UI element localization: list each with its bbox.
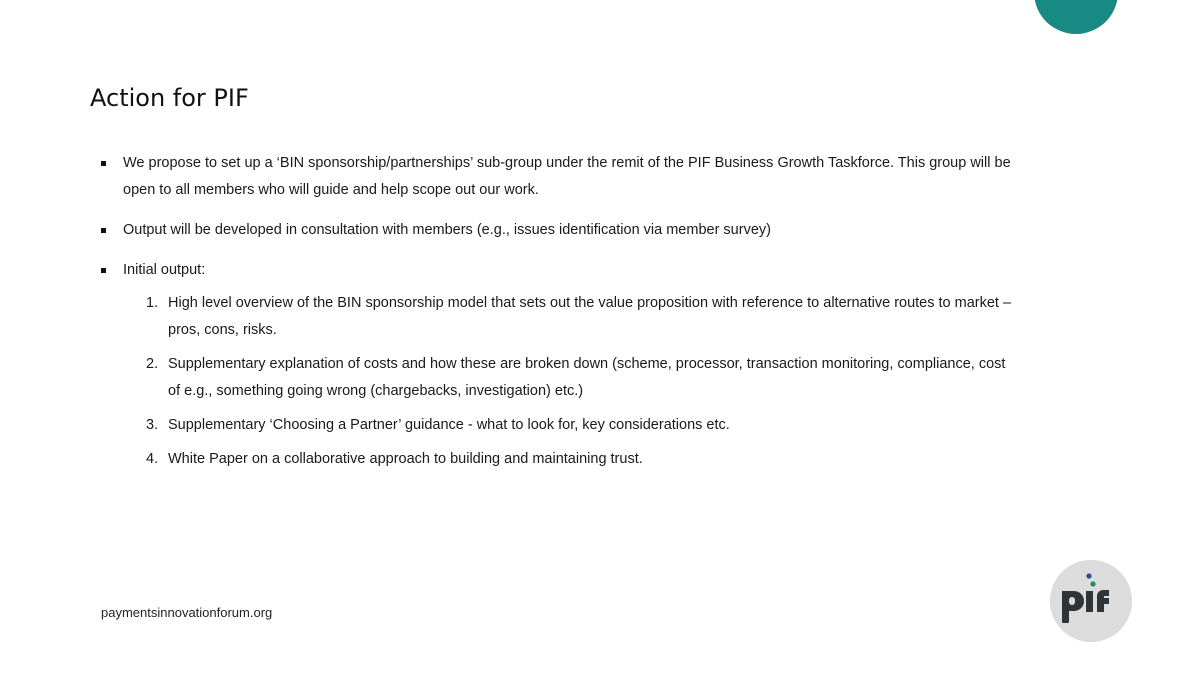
pif-logo-icon	[1050, 560, 1132, 642]
list-item-text: Supplementary ‘Choosing a Partner’ guidance - what to look for, key considerations etc.	[168, 417, 730, 433]
bullet-item	[100, 150, 1020, 204]
slide-title: Action for PIF	[90, 84, 249, 112]
list-number: 1.	[146, 295, 159, 311]
svg-text:pif: pif	[1090, 630, 1092, 631]
list-item	[123, 290, 1020, 344]
list-number: 2.	[146, 356, 159, 372]
list-item	[123, 446, 1020, 473]
bullet-item	[100, 217, 1020, 244]
list-item	[123, 351, 1020, 405]
list-number: 4.	[146, 451, 159, 467]
bullet-list	[100, 150, 1020, 473]
list-item-text: High level overview of the BIN sponsorship model that sets out the value proposition with reference to alternative routes to market – pros, cons, risks.	[168, 295, 1012, 338]
list-item-text: Supplementary explanation of costs and how these are broken down (scheme, processor, transaction monitoring, compliance, cost of e.g., something going wrong (chargebacks, investigation) etc.)	[168, 356, 1006, 399]
list-number: 3.	[146, 417, 159, 433]
list-item	[123, 412, 1020, 439]
bullet-text: We propose to set up a ‘BIN sponsorship/partnerships’ sub-group under the remit of the PIF Business Growth Taskforce. This group will be open to all members who will guide and help scope out our work.	[123, 155, 1011, 198]
slide-body	[100, 150, 1020, 480]
footer-website-url: paymentsinnovationforum.org	[101, 605, 273, 620]
square-bullet-icon	[101, 161, 106, 166]
square-bullet-icon	[101, 228, 106, 233]
list-item-text: White Paper on a collaborative approach to building and maintaining trust.	[168, 451, 643, 467]
bullet-text: Initial output:	[123, 262, 206, 278]
accent-circle-decoration	[1034, 0, 1118, 34]
bullet-item	[100, 257, 1020, 473]
bullet-text: Output will be developed in consultation with members (e.g., issues identification via member survey)	[123, 222, 771, 238]
initial-output-list	[123, 290, 1020, 473]
square-bullet-icon	[101, 268, 106, 273]
